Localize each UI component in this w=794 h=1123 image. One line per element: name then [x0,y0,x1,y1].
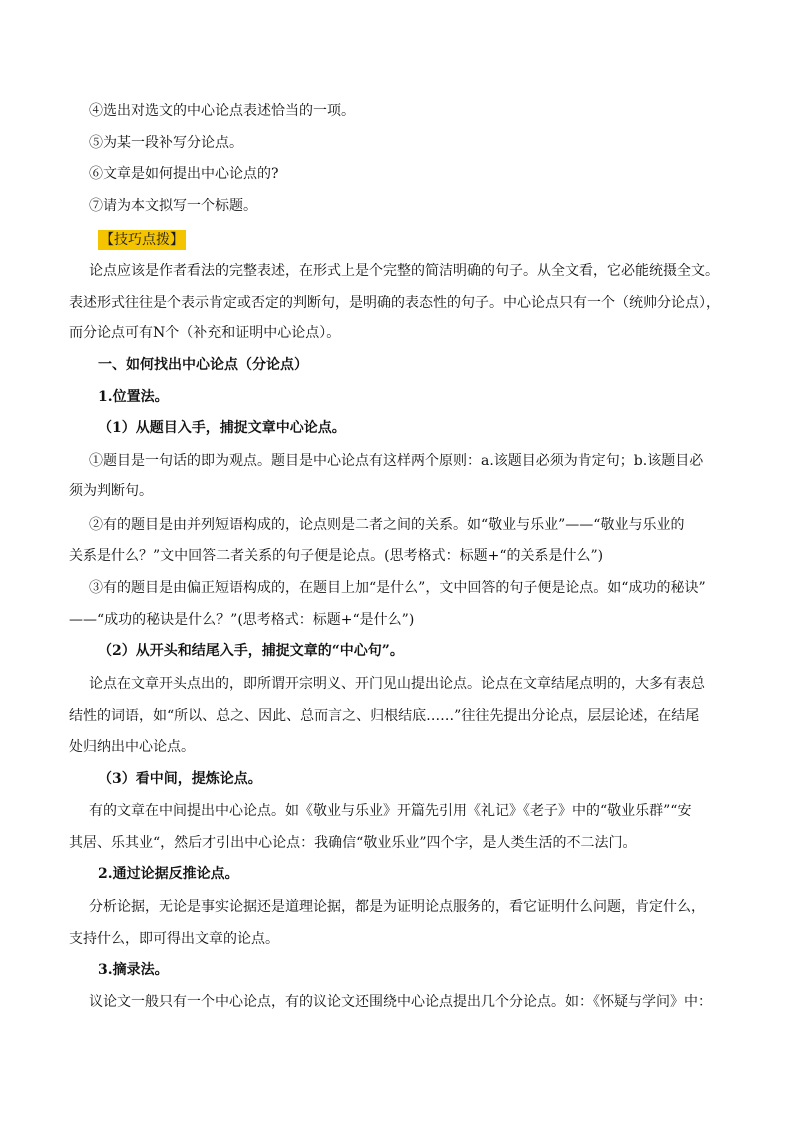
paragraph-line: 处归纳出中心论点。 [69,739,195,755]
paragraph-line: ③有的题目是由偏正短语构成的，在题目上加“是什么”，文中回答的句子便是论点。如“成功的秘诀” [89,580,706,596]
paragraph-line: 分析论据，无论是事实论据还是道理论据，都是为证明论点服务的，看它证明什么问题，肯定什么， [89,899,705,915]
paragraph-line: 而分论点可有N个（补充和证明中心论点）。 [69,325,341,341]
paragraph-line: 结性的词语，如“所以、总之、因此、总而言之、归根结底……”往往先提出分论点，层层论述，在结尾 [69,708,700,724]
question-item: ④选出对选文的中心论点表述恰当的一项。 [89,103,355,119]
paragraph-line: 有的文章在中间提出中心论点。如《敬业与乐业》开篇先引用《礼记》《老子》中的“敬业乐群”“安 [89,803,692,819]
subsection-title: （3）看中间，提炼论点。 [98,771,262,787]
method-title: 2.通过论据反推论点。 [98,866,239,882]
paragraph-line: 论点应该是作者看法的完整表述，在形式上是个完整的简洁明确的句子。从全文看，它必能统摄全文。 [89,263,719,279]
method-title: 3.摘录法。 [98,962,169,978]
question-item: ⑥文章是如何提出中心论点的? [89,166,279,182]
section-title: 一、如何找出中心论点（分论点） [98,357,308,373]
paragraph-line: 支持什么，即可得出文章的论点。 [69,931,279,947]
paragraph-line: 论点在文章开头点出的，即所谓开宗明义、开门见山提出论点。论点在文章结尾点明的，大多有表总 [89,676,705,692]
tip-heading [98,230,186,250]
paragraph-line: ——“成功的秘诀是什么？”(思考格式：标题+“是什么”) [69,612,415,628]
paragraph-line: 其居、乐其业“，然后才引出中心论点：我确信“敬业乐业”四个字，是人类生活的不二法门。 [69,835,637,851]
question-item: ⑤为某一段补写分论点。 [89,135,243,151]
paragraph-line: ②有的题目是由并列短语构成的，论点则是二者之间的关系。如“敬业与乐业”——“敬业与乐业的 [89,517,685,533]
paragraph-line: 议论文一般只有一个中心论点，有的议论文还围绕中心论点提出几个分论点。如：《怀疑与学问》中： [89,994,712,1010]
question-item: ⑦请为本文拟写一个标题。 [89,198,257,214]
paragraph-line: ①题目是一句话的即为观点。题目是中心论点有这样两个原则：a.该题目必须为肯定句；b.该题目必 [89,453,704,469]
paragraph-line: 须为判断句。 [69,483,153,499]
method-title: 1.位置法。 [98,389,169,405]
subsection-title: （1）从题目入手，捕捉文章中心论点。 [98,420,346,436]
paragraph-line: 关系是什么？”文中回答二者关系的句子便是论点。(思考格式：标题+“的关系是什么”) [69,548,604,564]
subsection-title: （2）从开头和结尾入手，捕捉文章的“中心句”。 [98,643,404,659]
tip-tag: 【技巧点拨】 [100,232,184,248]
paragraph-line: 表述形式往往是个表示肯定或否定的判断句，是明确的表态性的句子。中心论点只有一个（统帅分论点）， [69,295,720,311]
